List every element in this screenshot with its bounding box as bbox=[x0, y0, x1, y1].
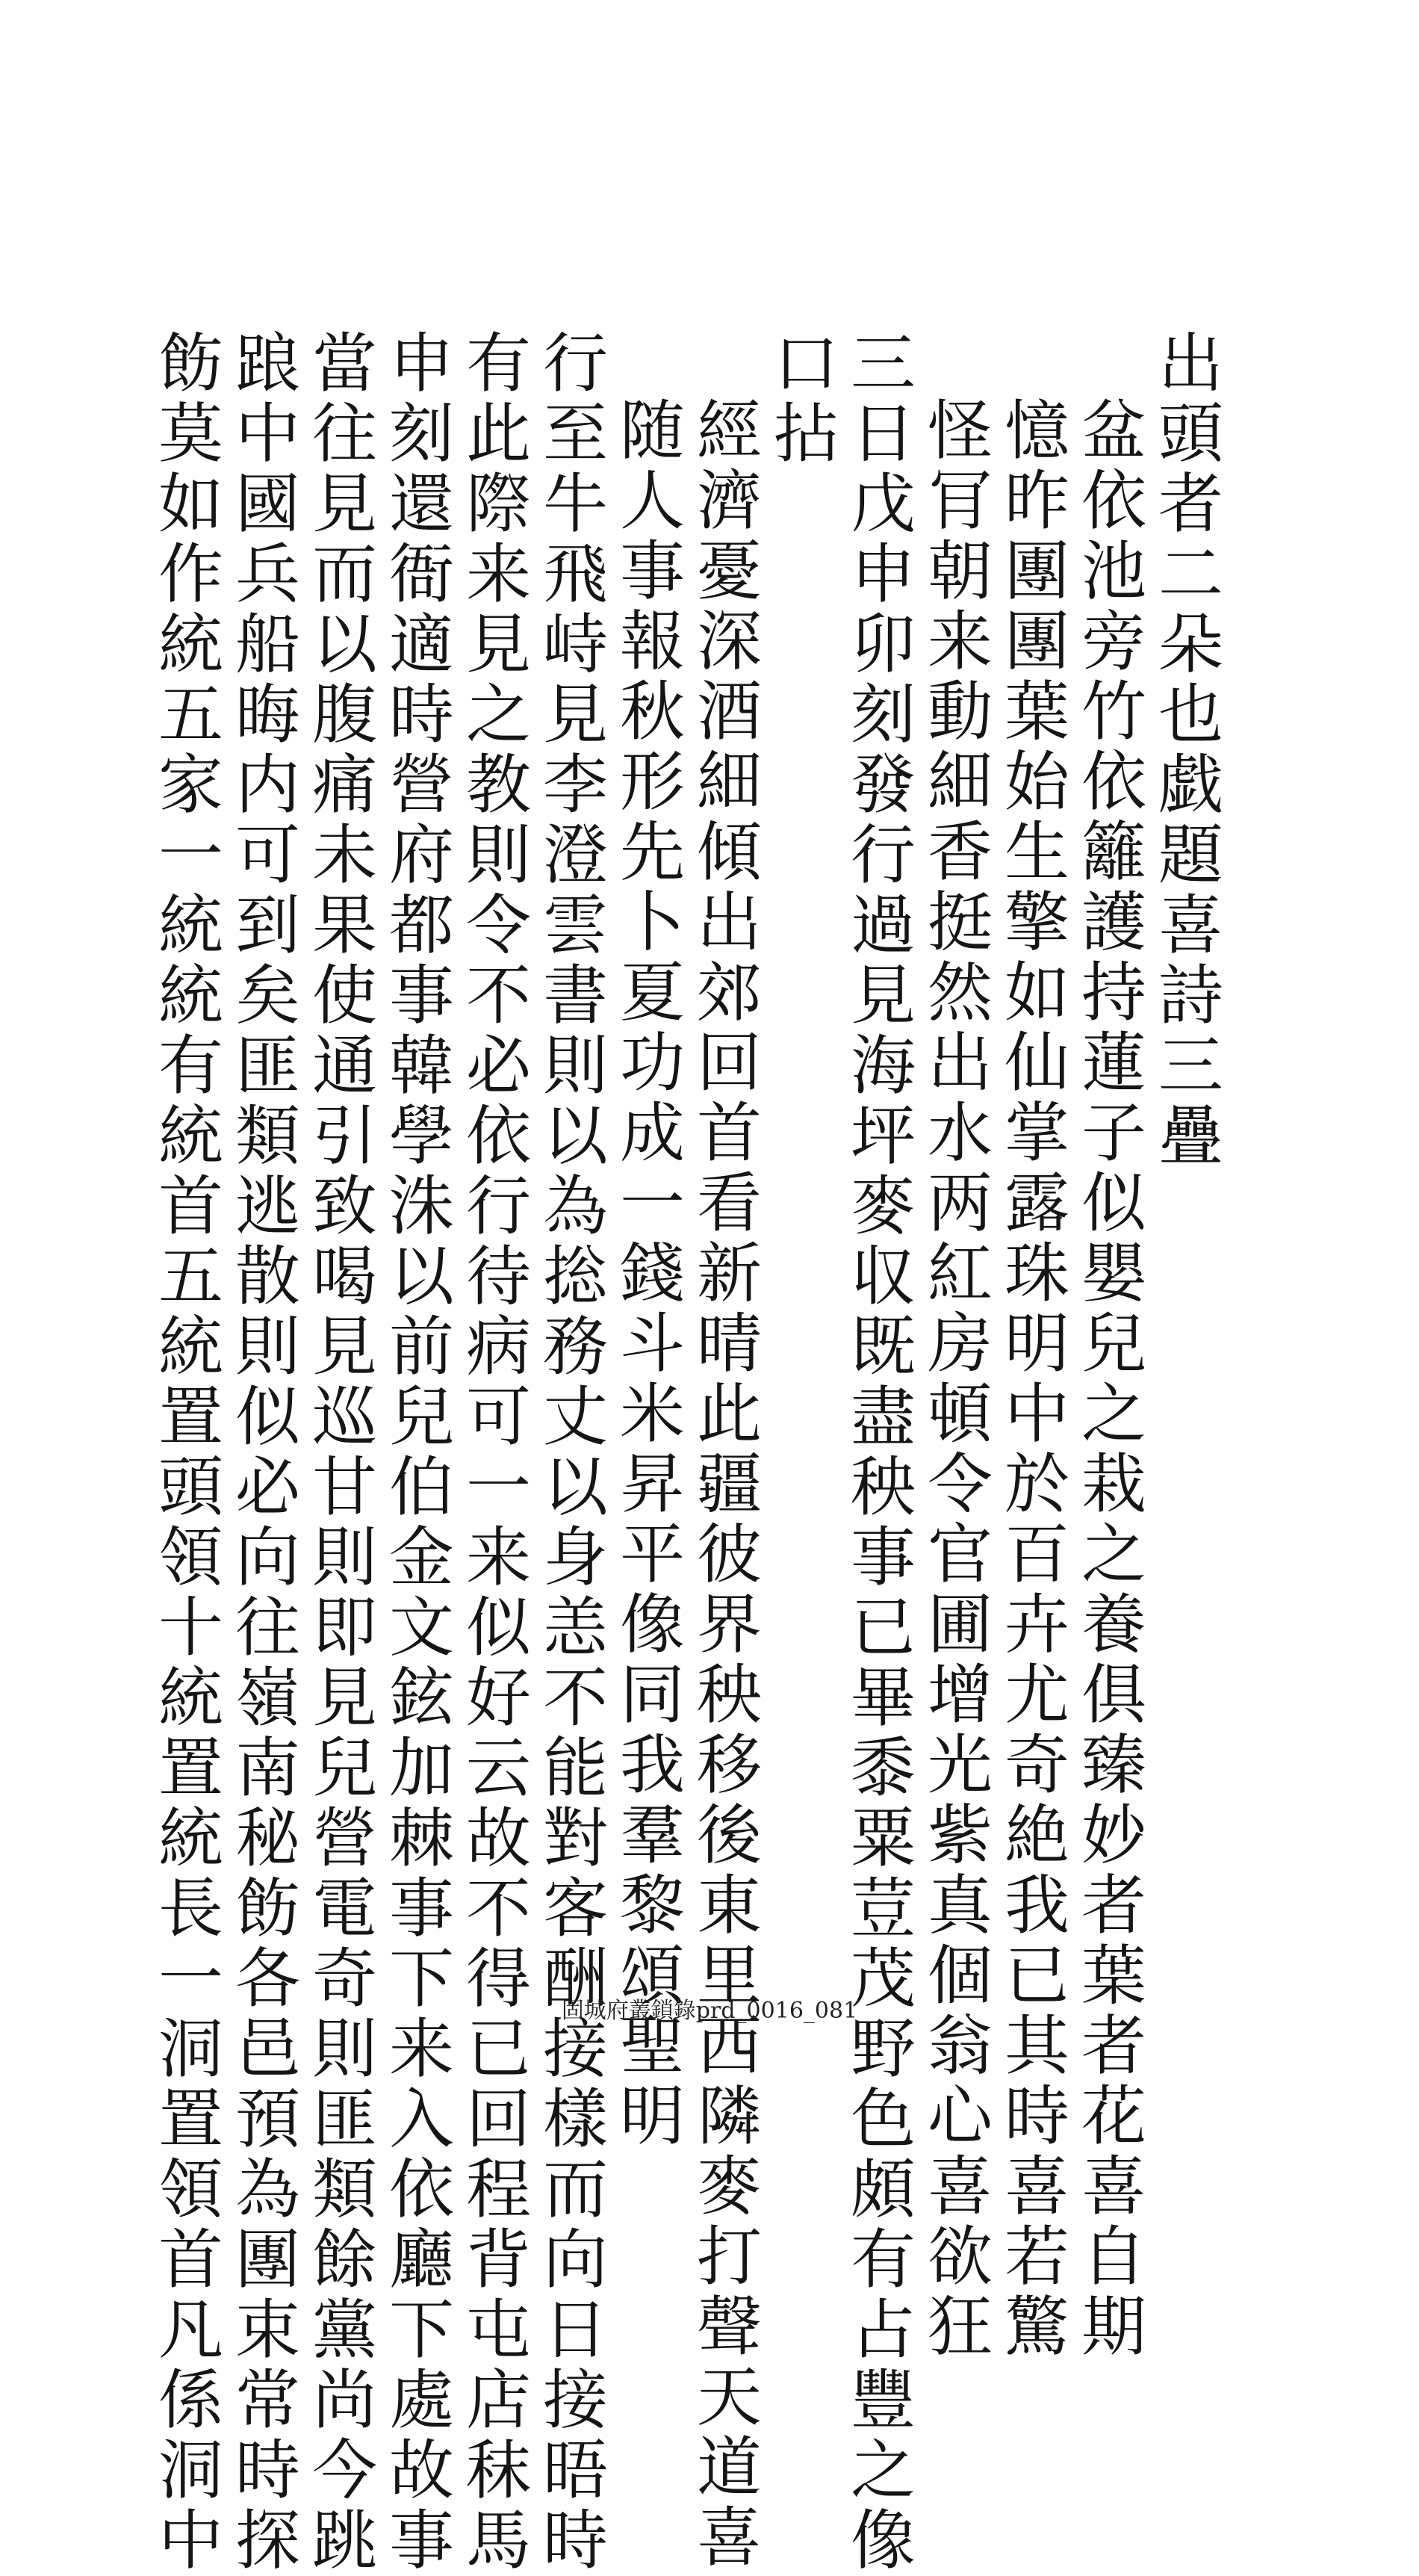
text-column-6: 口拈 bbox=[763, 329, 839, 469]
text-column-1: 出頭者二朵也戯題喜詩三疊 bbox=[1147, 329, 1223, 1171]
text-column-14: 飭莫如作統五家一統統有統首五統置頭領十統置統長一洞置領首凡係洞中 bbox=[147, 329, 223, 2576]
text-column-2: 盆依池旁竹依籬護持蓮子似嬰兒之栽之養俱臻妙者葉者花喜自期 bbox=[1070, 396, 1146, 2362]
text-column-12: 當往見而以腹痛未果使通引致喝見巡甘則即見兒營電奇則匪類餘黨尚今跳 bbox=[301, 329, 377, 2576]
text-column-10: 有此際来見之教則令不必依行待病可一来似好云故不得已回程背屯店秣馬 bbox=[455, 329, 531, 2576]
text-column-5: 三日戊申卯刻發行過見海坪麥収既盡秧事已畢黍粟荳茂野色頗有占豐之像 bbox=[839, 329, 916, 2576]
page-footer-label: 固城府叢鎖錄prd_0016_081 bbox=[561, 1998, 858, 2024]
text-column-7: 經濟憂深酒細傾出郊回首看新晴此疆彼界秧移後東里西隣麥打聲天道喜 bbox=[686, 396, 762, 2573]
text-column-8: 随人事報秋形先卜夏功成一錢斗米昇平像同我羣黎頌聖明 bbox=[609, 396, 685, 2152]
text-column-9: 行至牛飛峙見李澄雲書則以為捴務丈以身恙不能對客酬接樣而向日接晤時 bbox=[532, 329, 608, 2576]
text-column-4: 怪肎朝来動細香挺然出水两紅房頓令官圃增光紫真個翁心喜欲狂 bbox=[916, 396, 993, 2362]
text-column-11: 申刻還衙適時營府都事韓學洙以前兒伯金文鉉加棘事下来入依廳下處故事 bbox=[378, 329, 454, 2576]
text-column-13: 踉中國兵船晦内可到矣匪類逃散則似必向往嶺南秘飭各邑預為團束常時探 bbox=[224, 329, 300, 2576]
text-column-3: 憶昨團團葉始生擎如仙掌露珠明中於百卉尤奇絶我已其時喜若驚 bbox=[993, 396, 1069, 2362]
